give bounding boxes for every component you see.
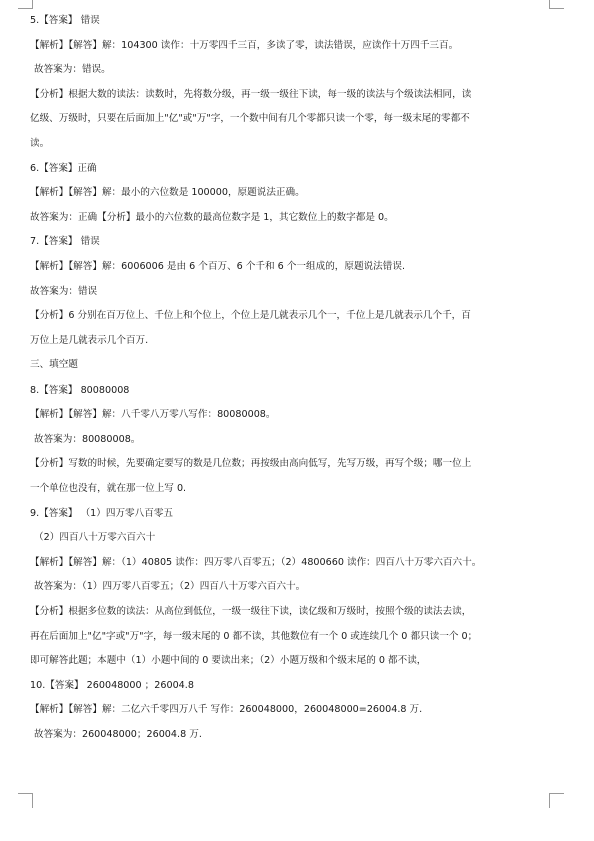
answer-8-explanation: 【解析】【解答】解：八千零八万零八写作：80080008。 [30,409,276,421]
answer-6-header: 6.【答案】正确 [30,162,97,174]
page-corner-mark-top-left [18,0,33,9]
answer-9-analysis-line-3: 即可解答此题；本题中（1）小题中间的 0 要读出来；（2）小题万级和个级末尾的 0 都不读， [30,655,427,667]
answer-7-analysis-line-2: 万位上是几就表示几个百万. [30,334,149,346]
answer-9-conclusion: 故答案为：（1）四万零八百零五；（2）四百八十万零六百六十。 [34,581,306,593]
answer-9-explanation: 【解析】【解答】解：（1）40805 读作：四万零八百零五；（2）4800660 读作：四百八十万零六百六十。 [30,556,482,568]
answer-9-header-part-2: （2）四百八十万零六百六十 [34,532,156,544]
answer-9-header: 9.【答案】 （1）四万零八百零五 [30,507,174,519]
answer-6-conclusion: 故答案为：正确【分析】最小的六位数的最高位数字是 1，其它数位上的数字都是 0。 [30,211,394,223]
section-heading-fill-in: 三、填空题 [30,359,78,371]
page-corner-mark-bottom-left [18,793,33,808]
answer-8-conclusion: 故答案为：80080008。 [34,433,141,445]
answer-7-header: 7.【答案】 错误 [30,236,100,248]
answer-5-explanation: 【解析】【解答】解：104300 读作：十万零四千三百，多读了零，读法错误，应读作十万四千三百。 [30,39,459,51]
document-body [30,12,552,741]
answer-5-analysis-line-1: 【分析】根据大数的读法：读数时，先将数分级，再一级一级往下读，每一级的读法与个级读法相同，读 [30,88,472,100]
answer-9-analysis-line-2: 再在后面加上"亿"字或"万"字，每一级末尾的 0 都不读，其他数位有一个 0 或连续几个 0 都只读一个 0； [30,630,478,642]
answer-8-analysis-line-1: 【分析】写数的时候，先要确定要写的数是几位数；再按级由高向低写，先写万级，再写个级；哪一位上 [30,458,472,470]
answer-5-analysis-line-3: 读。 [30,137,50,149]
answer-9-analysis-line-1: 【分析】根据多位数的读法：从高位到低位，一级一级往下读，读亿级和万级时，按照个级的读法去读， [30,606,472,618]
answer-10-explanation: 【解析】【解答】解：二亿六千零四万八千 写作：260048000，260048000=26004.8 万. [30,704,423,716]
answer-7-analysis-line-1: 【分析】6 分别在百万位上、千位上和个位上，个位上是几就表示几个一，千位上是几就表示几个千，百 [30,310,471,322]
page-corner-mark-bottom-right [549,793,564,808]
page-corner-mark-top-right [549,0,564,9]
answer-6-explanation: 【解析】【解答】解：最小的六位数是 100000，原题说法正确。 [30,187,305,199]
answer-5-conclusion: 故答案为：错误。 [34,64,111,76]
answer-5-header: 5.【答案】 错误 [30,15,100,26]
answer-8-analysis-line-2: 一个单位也没有，就在那一位上写 0. [30,483,187,495]
answer-7-conclusion: 故答案为：错误 [30,285,98,297]
answer-7-explanation: 【解析】【解答】解：6006006 是由 6 个百万、6 个千和 6 个一组成的，原题说法错误. [30,260,405,272]
answer-10-conclusion: 故答案为：260048000；26004.8 万. [34,729,202,741]
answer-5-analysis-line-2: 亿级、万级时，只要在后面加上"亿"或"万"字，一个数中间有几个零都只读一个零，每一级末尾的零都不 [30,113,470,125]
answer-10-header: 10.【答案】 260048000 ；26004.8 [30,679,194,691]
answer-8-header: 8.【答案】 80080008 [30,384,130,396]
